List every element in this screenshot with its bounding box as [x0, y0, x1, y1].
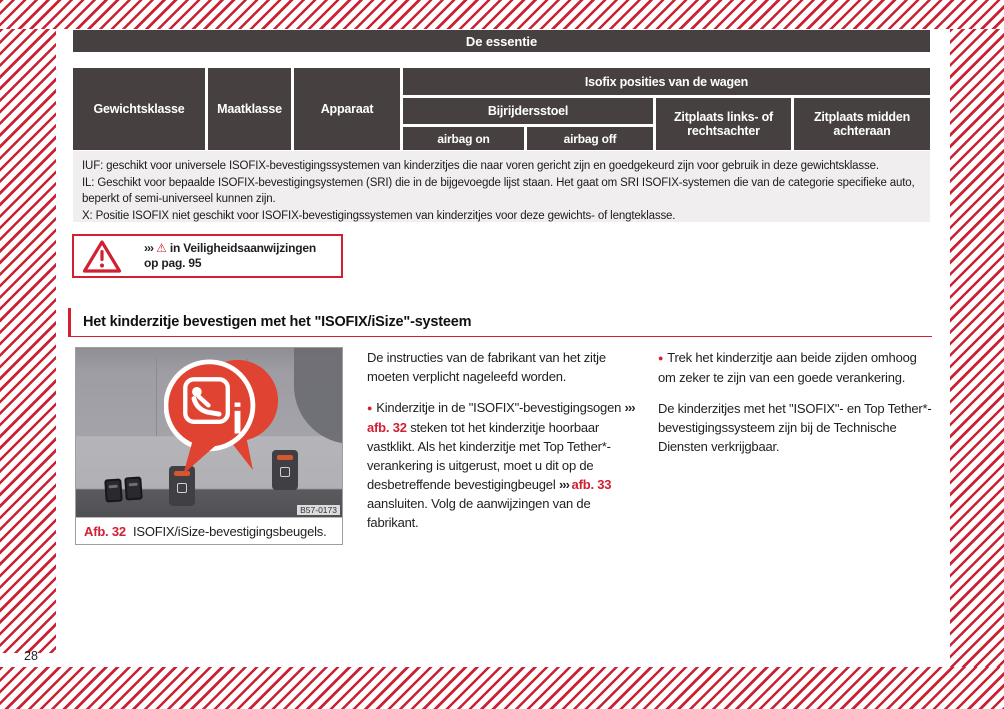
- stripe-border-bottom: [0, 667, 1004, 709]
- section-title: Het kinderzitje bevestigen met het "ISOFIX/iSize"-systeem: [83, 314, 472, 330]
- stripe-border-right: [950, 29, 1004, 709]
- figure-reference-afb33: afb. 33: [571, 476, 612, 492]
- table-legend-notes: [73, 151, 930, 222]
- warning-text: in Veiligheidsaanwijzingen op pag. 95: [144, 241, 317, 270]
- chapter-header-bar: [73, 30, 930, 52]
- seat-side-bolster: [294, 348, 342, 444]
- warning-reference-text: [144, 241, 324, 271]
- photo-reference-code: B57-0173: [297, 505, 340, 515]
- isofix-positions-table: [73, 68, 930, 150]
- warning-triangle-icon: [82, 239, 122, 274]
- paragraph-instructions: De instructies van de fabrikant van het zitje moeten verplicht nageleefd worden.: [367, 350, 606, 384]
- stripe-border-top: [0, 0, 1004, 29]
- isofix-anchor-photo: [76, 348, 342, 517]
- body-text-column-2: [658, 348, 935, 468]
- table-header-zitplaats-links: Zitplaats links- of rechtsachter: [656, 98, 791, 150]
- text-segment: aansluiten. Volg de aanwijzingen van de fabrikant.: [367, 495, 591, 530]
- bullet-icon: ●: [367, 402, 373, 413]
- table-header-airbag-on: airbag on: [403, 127, 524, 150]
- reference-arrows: ›››: [624, 400, 635, 415]
- paragraph-bullet-attach: [367, 398, 644, 532]
- table-header-maatklasse: Maatklasse: [208, 68, 291, 150]
- figure-caption-label: Afb. 32: [84, 523, 126, 539]
- table-header-isofix-posities: Isofix posities van de wagen: [403, 68, 930, 95]
- legend-note-x: X: Positie ISOFIX niet geschikt voor ISOFIX-bevestigingssystemen van kinderzitjes voor deze gewichts- of lengteklasse.: [82, 209, 676, 222]
- text-segment: Trek het kinderzitje aan beide zijden omhoog om zeker te zijn van een goede verankering.: [658, 350, 917, 385]
- text-segment: steken tot het kinderzitje hoorbaar vastklikt. Als het kinderzitje met Top Tether*-verankering is uitgerust, moet u dit op de desbetreffende bevestigingbeugel: [367, 419, 611, 492]
- seatbelt-buckle: [124, 476, 143, 500]
- figure-reference-afb32: afb. 32: [367, 419, 407, 435]
- reference-arrows: ›››: [558, 476, 572, 492]
- legend-note-iuf: IUF: geschikt voor universele ISOFIX-bevestigingssystemen van kinderzitjes die naar voren gericht zijn en goedgekeurd zijn voor gebruik in deze gewichtsklasse.: [82, 160, 879, 172]
- body-text-column-1: [367, 348, 644, 544]
- bullet-icon: ●: [658, 352, 664, 363]
- table-header-zitplaats-midden: Zitplaats midden achteraan: [794, 98, 930, 150]
- anchor-label: [280, 467, 290, 477]
- isofix-isize-logo-icon: [164, 352, 280, 480]
- paragraph-bullet-pull: [658, 348, 935, 387]
- table-header-apparaat: Apparaat: [294, 68, 400, 150]
- figure-afb-32: [75, 347, 343, 545]
- seatbelt-buckle: [104, 478, 123, 502]
- chapter-title: De essentie: [465, 33, 538, 49]
- text-segment: Kinderzitje in de "ISOFIX"-bevestigingsogen: [376, 400, 625, 415]
- page-number: 28: [24, 649, 38, 663]
- anchor-label: [177, 483, 187, 493]
- stripe-border-left: [0, 29, 56, 653]
- paragraph-availability: De kinderzitjes met het "ISOFIX"- en Top Tether*-bevestigingssysteem zijn bij de Technische Diensten verkrijgbaar.: [658, 400, 932, 454]
- figure-caption: [76, 517, 342, 544]
- logo-i-letter: i: [231, 395, 244, 444]
- section-heading: [68, 308, 932, 337]
- safety-warning-box: [72, 234, 343, 278]
- table-header-airbag-off: airbag off: [527, 127, 653, 150]
- table-header-gewichtsklasse: Gewichtsklasse: [73, 68, 205, 150]
- seat-seam-line: [156, 358, 158, 436]
- legend-note-il: IL: Geschikt voor bepaalde ISOFIX-bevestigingsystemen (SRI) die in de bijgevoegde lijst staan. Het gaat om SRI ISOFIX-systemen die van de categorie specifieke auto, beperkt of semi-universeel kunnen zijn.: [82, 176, 915, 205]
- reference-arrows: ›››: [144, 241, 153, 255]
- figure-caption-text: ISOFIX/iSize-bevestigingsbeugels.: [132, 523, 327, 539]
- inline-warning-icon: ⚠: [156, 241, 167, 255]
- table-header-bijrijdersstoel: Bijrijdersstoel: [403, 98, 653, 124]
